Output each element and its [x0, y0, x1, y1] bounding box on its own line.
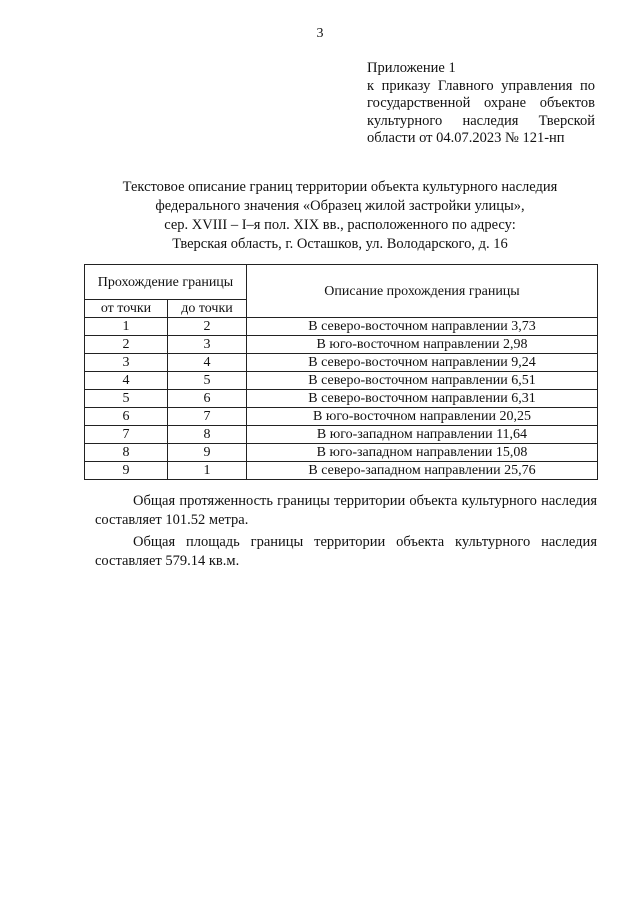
description-cell: В юго-западном направлении 11,64 [247, 426, 598, 444]
description-cell: В северо-восточном направлении 6,31 [247, 390, 598, 408]
table-row [85, 408, 598, 426]
heading-line: федерального значения «Образец жилой застройки улицы», [155, 198, 525, 214]
appendix-block [367, 60, 595, 148]
to-cell: 5 [168, 372, 247, 390]
to-header: до точки [168, 300, 247, 318]
table-row [85, 426, 598, 444]
appendix-line: к приказу Главного управления по [367, 77, 595, 94]
document-heading [60, 178, 620, 254]
description-cell: В северо-восточном направлении 6,51 [247, 372, 598, 390]
appendix-line: культурного наследия Тверской [367, 112, 595, 129]
description-cell: В северо-западном направлении 25,76 [247, 462, 598, 480]
total-length-text: Общая протяженность границы территории объекта культурного наследия составляет 101.52 метра. [95, 493, 597, 528]
page-number: 3 [316, 26, 324, 41]
heading-line: сер. XVIII – I–я пол. XIX вв., расположенного по адресу: [164, 217, 516, 233]
table-row [85, 390, 598, 408]
summary-block [95, 492, 597, 574]
appendix-title: Приложение 1 [367, 60, 456, 76]
to-cell: 9 [168, 444, 247, 462]
group-header: Прохождение границы [85, 265, 247, 300]
description-cell: В северо-восточном направлении 9,24 [247, 354, 598, 372]
from-cell: 4 [85, 372, 168, 390]
appendix-line: области от 04.07.2023 № 121-нп [367, 130, 565, 146]
from-cell: 2 [85, 336, 168, 354]
from-cell: 9 [85, 462, 168, 480]
table-row [85, 318, 598, 336]
from-cell: 6 [85, 408, 168, 426]
from-cell: 8 [85, 444, 168, 462]
to-cell: 2 [168, 318, 247, 336]
table-row [85, 444, 598, 462]
from-cell: 7 [85, 426, 168, 444]
description-cell: В юго-западном направлении 15,08 [247, 444, 598, 462]
description-cell: В юго-восточном направлении 2,98 [247, 336, 598, 354]
description-header: Описание прохождения границы [247, 265, 598, 318]
table-row [85, 336, 598, 354]
description-cell: В северо-восточном направлении 3,73 [247, 318, 598, 336]
heading-line: Тверская область, г. Осташков, ул. Володарского, д. 16 [172, 236, 508, 252]
to-cell: 8 [168, 426, 247, 444]
table-row [85, 372, 598, 390]
table-row [85, 354, 598, 372]
total-area-text: Общая площадь границы территории объекта культурного наследия составляет 579.14 кв.м. [95, 534, 597, 569]
boundary-table [84, 264, 598, 480]
description-cell: В юго-восточном направлении 20,25 [247, 408, 598, 426]
to-cell: 1 [168, 462, 247, 480]
to-cell: 7 [168, 408, 247, 426]
table-row [85, 462, 598, 480]
to-cell: 3 [168, 336, 247, 354]
appendix-line: государственной охране объектов [367, 95, 595, 111]
to-cell: 4 [168, 354, 247, 372]
heading-line: Текстовое описание границ территории объекта культурного наследия [122, 179, 558, 195]
from-cell: 3 [85, 354, 168, 372]
from-cell: 5 [85, 390, 168, 408]
from-header: от точки [85, 300, 168, 318]
to-cell: 6 [168, 390, 247, 408]
from-cell: 1 [85, 318, 168, 336]
